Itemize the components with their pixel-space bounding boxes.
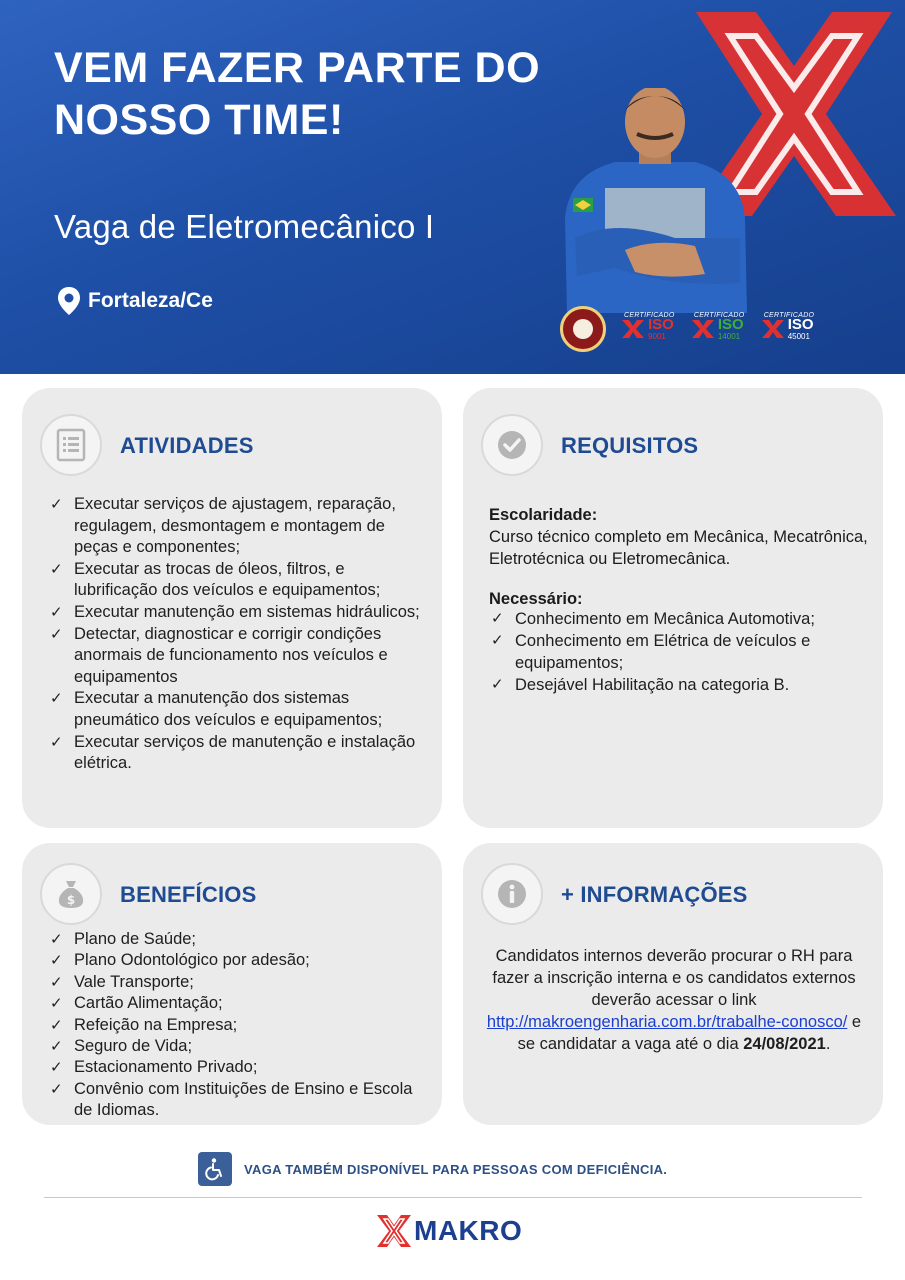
award-seal-icon [560, 306, 606, 352]
iso-45001-badge: CERTIFICADO ISO 45001 [760, 316, 814, 342]
hero-banner [0, 0, 905, 374]
info-icon [481, 863, 543, 925]
checkmark-icon: ✓ [50, 560, 63, 578]
checkmark-icon: ✓ [50, 1059, 63, 1077]
checkmark-icon: ✓ [491, 632, 504, 649]
informacoes-card [463, 843, 883, 1125]
iso-x-icon [760, 316, 786, 342]
list-item: ✓ Conhecimento em Elétrica de veículos e equipamentos; [491, 632, 811, 672]
list-item: ✓ Executar as trocas de óleos, filtros, e lubrificação dos veículos e equipamentos; [50, 559, 381, 600]
checkmark-icon: ✓ [50, 496, 63, 513]
list-item: ✓ Executar manutenção em sistemas hidráulicos; [48, 602, 428, 624]
iso-x-icon [620, 316, 646, 342]
checkmark-icon: ✓ [50, 603, 63, 621]
list-item: ✓ Conhecimento em Mecânica Automotiva; [491, 610, 815, 628]
escolaridade-block [489, 504, 869, 570]
checkmark-icon: ✓ [50, 1080, 63, 1098]
checkmark-icon: ✓ [50, 973, 63, 991]
hero-title-line-1: VEM FAZER PARTE DO [54, 44, 541, 92]
brand-name: MAKRO [414, 1215, 523, 1246]
list-item: ✓ Estacionamento Privado; [48, 1057, 428, 1078]
wheelchair-icon [198, 1152, 232, 1186]
escolaridade-label: Escolaridade: [489, 506, 598, 524]
iso-x-icon [690, 316, 716, 342]
job-title: Vaga de Eletromecânico I [54, 208, 435, 245]
iso-9001-badge: CERTIFICADO ISO 9001 [620, 316, 674, 342]
accessibility-text: VAGA TAMBÉM DISPONÍVEL PARA PESSOAS COM DEFICIÊNCIA. [244, 1161, 668, 1177]
atividades-card [22, 388, 442, 828]
hero-title-line-2: NOSSO TIME! [54, 96, 344, 144]
beneficios-title: BENEFÍCIOS [120, 882, 257, 907]
list-item: ✓ Vale Transporte; [48, 972, 428, 993]
certification-seals [560, 306, 830, 352]
beneficios-list [48, 929, 428, 1122]
checkmark-icon: ✓ [50, 625, 63, 643]
requisitos-card [463, 388, 883, 828]
informacoes-title: + INFORMAÇÕES [561, 882, 748, 907]
worker-photo [555, 88, 755, 313]
makro-x-icon [376, 1214, 412, 1248]
list-item: ✓ Executar serviços de manutenção e instalação elétrica. [50, 732, 416, 773]
list-item: ✓ Plano de Saúde; [48, 929, 428, 950]
checkmark-icon: ✓ [491, 676, 504, 693]
deadline-date: 24/08/2021 [743, 1035, 826, 1053]
beneficios-card [22, 843, 442, 1125]
careers-link[interactable]: http://makroengenharia.com.br/trabalhe-conosco/ [486, 1013, 848, 1031]
accessibility-notice [198, 1152, 667, 1186]
iso-14001-badge: CERTIFICADO ISO 14001 [690, 316, 744, 342]
footer-divider [44, 1197, 862, 1198]
money-bag-icon [40, 863, 102, 925]
list-item: ✓ Executar a manutenção dos sistemas pneumático dos veículos e equipamentos; [50, 689, 383, 729]
svg-text:$: $ [66, 893, 76, 907]
map-pin-icon [56, 286, 82, 316]
requisitos-list [489, 608, 869, 696]
document-list-icon [40, 414, 102, 476]
list-item: ✓ Executar serviços de ajustagem, reparação, regulagem, desmontagem e montagem de peças e componentes; [50, 495, 396, 557]
list-item: ✓ Convênio com Instituições de Ensino e Escola de Idiomas. [50, 1079, 413, 1120]
list-item: ✓ Cartão Alimentação; [48, 993, 428, 1014]
necessario-label: Necessário: [489, 590, 583, 608]
atividades-title: ATIVIDADES [120, 433, 254, 458]
informacoes-text: Candidatos internos deverão procurar o RH para fazer a inscrição interna e os candidatos externos deverão acessar o link http://makroengenharia.com.br/trabalhe-conosco/ e se candidatar a vaga até o dia 24/08/2021. [486, 947, 862, 1053]
checkmark-circle-icon [481, 414, 543, 476]
list-item: ✓ Refeição na Empresa; [48, 1015, 428, 1036]
checkmark-icon: ✓ [50, 995, 63, 1013]
escolaridade-text: Curso técnico completo em Mecânica, Mecatrônica, Eletrotécnica ou Eletromecânica. [489, 528, 868, 568]
location-text: Fortaleza/Ce [88, 289, 213, 312]
requisitos-title: REQUISITOS [561, 433, 699, 458]
list-item: ✓ Seguro de Vida; [48, 1036, 428, 1057]
list-item: ✓ Plano Odontológico por adesão; [48, 950, 428, 971]
checkmark-icon: ✓ [50, 1016, 63, 1034]
makro-logo [376, 1214, 522, 1248]
checkmark-icon: ✓ [50, 690, 63, 708]
atividades-list [48, 494, 428, 775]
list-item: ✓ Desejável Habilitação na categoria B. [491, 676, 790, 694]
checkmark-icon: ✓ [50, 952, 63, 970]
checkmark-icon: ✓ [50, 733, 63, 751]
checkmark-icon: ✓ [50, 1038, 63, 1056]
checkmark-icon: ✓ [50, 931, 63, 948]
job-location [56, 286, 213, 316]
checkmark-icon: ✓ [491, 610, 504, 627]
list-item: ✓ Detectar, diagnosticar e corrigir condições anormais de funcionamento nos veículos e equipamentos [50, 624, 388, 686]
